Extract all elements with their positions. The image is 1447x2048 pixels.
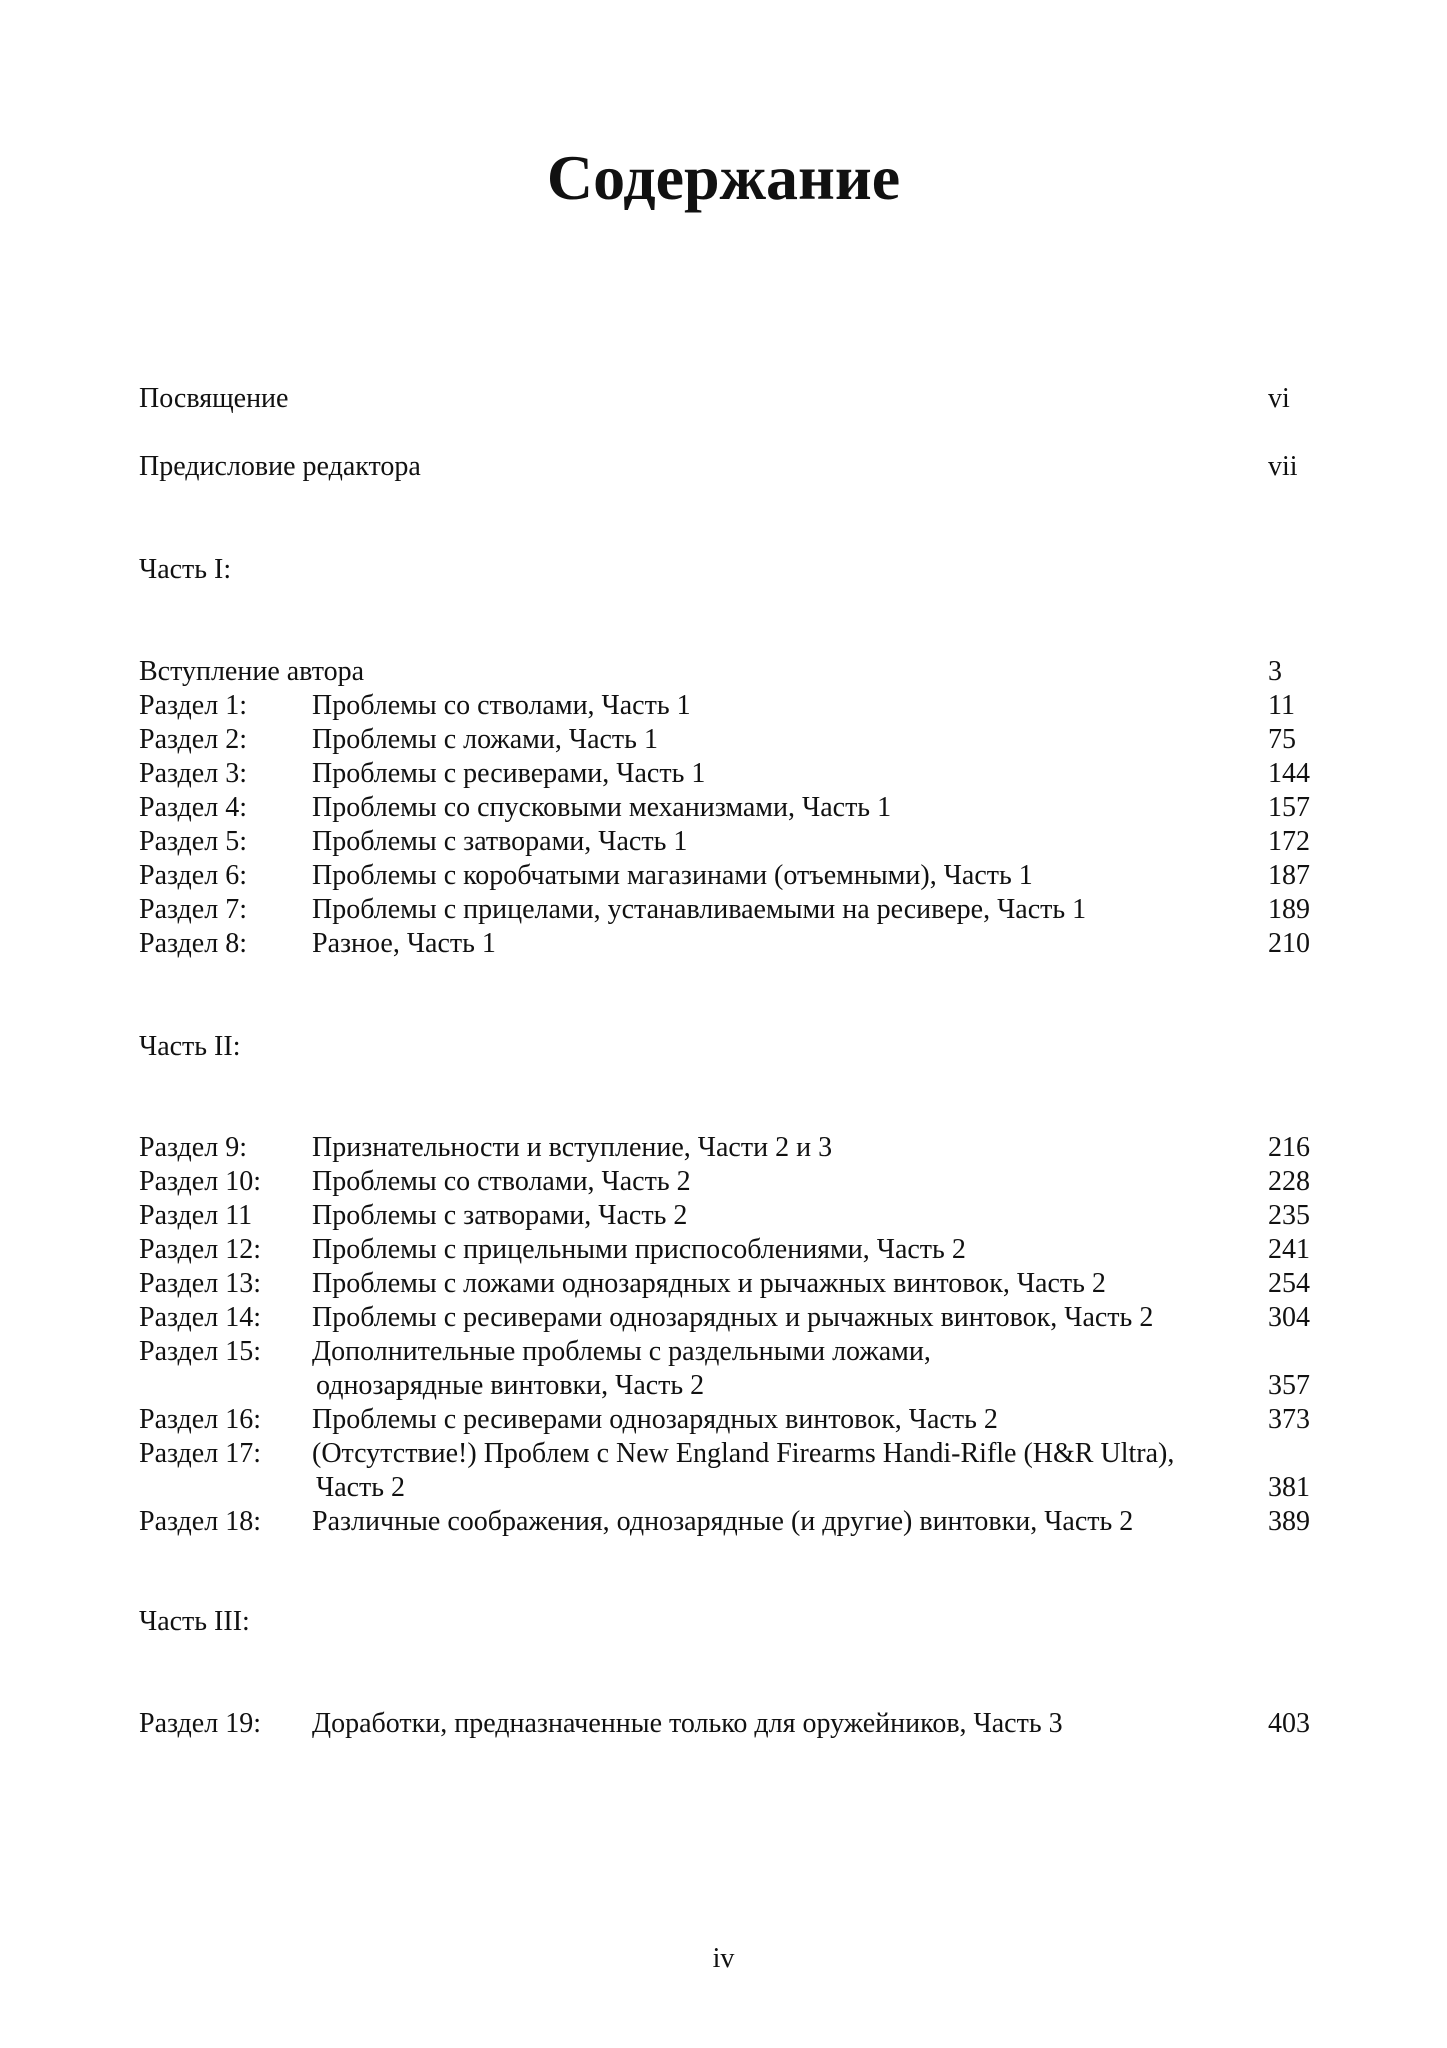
toc-entry-label: Раздел 14:: [139, 1302, 261, 1333]
part-heading: [0, 553, 1447, 587]
toc-entry-label: Раздел 16:: [139, 1404, 261, 1435]
toc-entry-title: Проблемы с ложами, Часть 1: [312, 724, 658, 755]
part-heading-label: Часть III:: [139, 1606, 250, 1637]
toc-entry-page: 403: [1268, 1708, 1310, 1739]
toc-entry-page: 241: [1268, 1234, 1310, 1265]
toc-entry-label: Раздел 4:: [139, 792, 247, 823]
toc-entry-label: Раздел 1:: [139, 690, 247, 721]
toc-entry-label: Раздел 2:: [139, 724, 247, 755]
toc-entry[interactable]: [0, 1301, 1447, 1335]
toc-entry-label: Раздел 11: [139, 1200, 253, 1231]
toc-entry[interactable]: [0, 893, 1447, 927]
toc-entry-label: Раздел 8:: [139, 928, 247, 959]
toc-entry-label: Раздел 13:: [139, 1268, 261, 1299]
toc-entry-label: Раздел 3:: [139, 758, 247, 789]
toc-entry-title: Проблемы с ресиверами однозарядных и рычажных винтовок, Часть 2: [312, 1302, 1154, 1333]
toc-entry-page: 235: [1268, 1200, 1310, 1231]
toc-entry[interactable]: [0, 859, 1447, 893]
toc-entry-title: Проблемы со стволами, Часть 1: [312, 690, 691, 721]
part-heading-label: Часть I:: [139, 554, 232, 585]
toc-entry-title: Проблемы с затворами, Часть 2: [312, 1200, 688, 1231]
toc-entry-title: Различные соображения, однозарядные (и другие) винтовки, Часть 2: [312, 1506, 1134, 1537]
toc-entry[interactable]: [0, 1707, 1447, 1741]
page-title: Содержание: [546, 142, 901, 213]
part-heading-label: Часть II:: [139, 1031, 241, 1062]
toc-entry-page: 157: [1268, 792, 1310, 823]
toc-entry-page: 3: [1268, 656, 1282, 687]
toc-entry[interactable]: [0, 655, 1447, 689]
toc-entry-page: 75: [1268, 724, 1296, 755]
toc-entry-page: 389: [1268, 1506, 1310, 1537]
toc-entry-continuation[interactable]: [0, 1471, 1447, 1505]
toc-entry-title: Проблемы с прицельными приспособлениями, Часть 2: [312, 1234, 966, 1265]
toc-entry-label: Раздел 6:: [139, 860, 247, 891]
toc-entry-page: 357: [1268, 1370, 1310, 1401]
toc-entry-title-continuation: Часть 2: [316, 1472, 406, 1503]
toc-entry-label: Раздел 19:: [139, 1708, 261, 1739]
toc-entry[interactable]: [0, 757, 1447, 791]
toc-entry-page: 304: [1268, 1302, 1310, 1333]
toc-entry-title: Проблемы с прицелами, устанавливаемыми на ресивере, Часть 1: [312, 894, 1087, 925]
toc-entry-page: 228: [1268, 1166, 1310, 1197]
toc-entry-page: 11: [1268, 690, 1295, 721]
toc-entry-continuation[interactable]: [0, 1369, 1447, 1403]
toc-entry[interactable]: [0, 825, 1447, 859]
toc-entry-title: Признательности и вступление, Части 2 и 3: [312, 1132, 833, 1163]
toc-entry[interactable]: [0, 927, 1447, 961]
toc-entry[interactable]: [0, 1335, 1447, 1369]
toc-entry-page: 216: [1268, 1132, 1310, 1163]
toc-entry-label: Раздел 10:: [139, 1166, 261, 1197]
toc-entry-title: Проблемы со стволами, Часть 2: [312, 1166, 691, 1197]
toc-entry-page: 254: [1268, 1268, 1310, 1299]
toc-entry-editor-preface[interactable]: [0, 450, 1447, 484]
toc-entry-page: 172: [1268, 826, 1310, 857]
toc-entry[interactable]: [0, 1131, 1447, 1165]
toc-entry-title: Вступление автора: [139, 656, 364, 687]
page-number: iv: [712, 1943, 735, 1974]
toc-entry[interactable]: [0, 791, 1447, 825]
toc-entry-title: Проблемы с ресиверами, Часть 1: [312, 758, 706, 789]
toc-entry-title: Доработки, предназначенные только для оружейников, Часть 3: [312, 1708, 1063, 1739]
toc-entry-page: vii: [1268, 451, 1298, 482]
toc-entry-label: Раздел 15:: [139, 1336, 261, 1367]
toc-entry-page: 373: [1268, 1404, 1310, 1435]
toc-entry-label: Раздел 7:: [139, 894, 247, 925]
toc-entry-page: 381: [1268, 1472, 1310, 1503]
toc-entry[interactable]: [0, 1267, 1447, 1301]
toc-entry-title: Посвящение: [139, 383, 289, 414]
toc-entry[interactable]: [0, 723, 1447, 757]
toc-entry-title: Разное, Часть 1: [312, 928, 496, 959]
toc-entry-page: 144: [1268, 758, 1310, 789]
toc-entry-page: 210: [1268, 928, 1310, 959]
part-heading: [0, 1605, 1447, 1639]
toc-entry-label: Раздел 5:: [139, 826, 247, 857]
toc-entry[interactable]: [0, 1403, 1447, 1437]
toc-entry-page: 189: [1268, 894, 1310, 925]
toc-entry-title: Проблемы со спусковыми механизмами, Часть 1: [312, 792, 892, 823]
toc-entry-title: Проблемы с коробчатыми магазинами (отъемными), Часть 1: [312, 860, 1033, 891]
toc-entry[interactable]: [0, 1199, 1447, 1233]
toc-entry-title-continuation: однозарядные винтовки, Часть 2: [316, 1370, 705, 1401]
toc-entry-title: Проблемы с затворами, Часть 1: [312, 826, 688, 857]
toc-entry-label: Раздел 18:: [139, 1506, 261, 1537]
part-heading: [0, 1030, 1447, 1064]
toc-entry-label: Раздел 9:: [139, 1132, 247, 1163]
toc-entry-label: Раздел 17:: [139, 1438, 261, 1469]
toc-entry[interactable]: [0, 1165, 1447, 1199]
toc-entry[interactable]: [0, 1233, 1447, 1267]
toc-entry-title: Предисловие редактора: [139, 451, 421, 482]
toc-entry-title: Дополнительные проблемы с раздельными ложами,: [312, 1336, 931, 1367]
toc-entry[interactable]: [0, 1505, 1447, 1539]
toc-entry-page: vi: [1268, 383, 1290, 414]
toc-entry-title: (Отсутствие!) Проблем с New England Firearms Handi-Rifle (H&R Ultra),: [312, 1438, 1175, 1469]
toc-entry-dedication[interactable]: [0, 382, 1447, 416]
toc-entry[interactable]: [0, 1437, 1447, 1471]
toc-entry[interactable]: [0, 689, 1447, 723]
toc-entry-label: Раздел 12:: [139, 1234, 261, 1265]
toc-entry-page: 187: [1268, 860, 1310, 891]
toc-entry-title: Проблемы с ресиверами однозарядных винтовок, Часть 2: [312, 1404, 998, 1435]
toc-entry-title: Проблемы с ложами однозарядных и рычажных винтовок, Часть 2: [312, 1268, 1106, 1299]
